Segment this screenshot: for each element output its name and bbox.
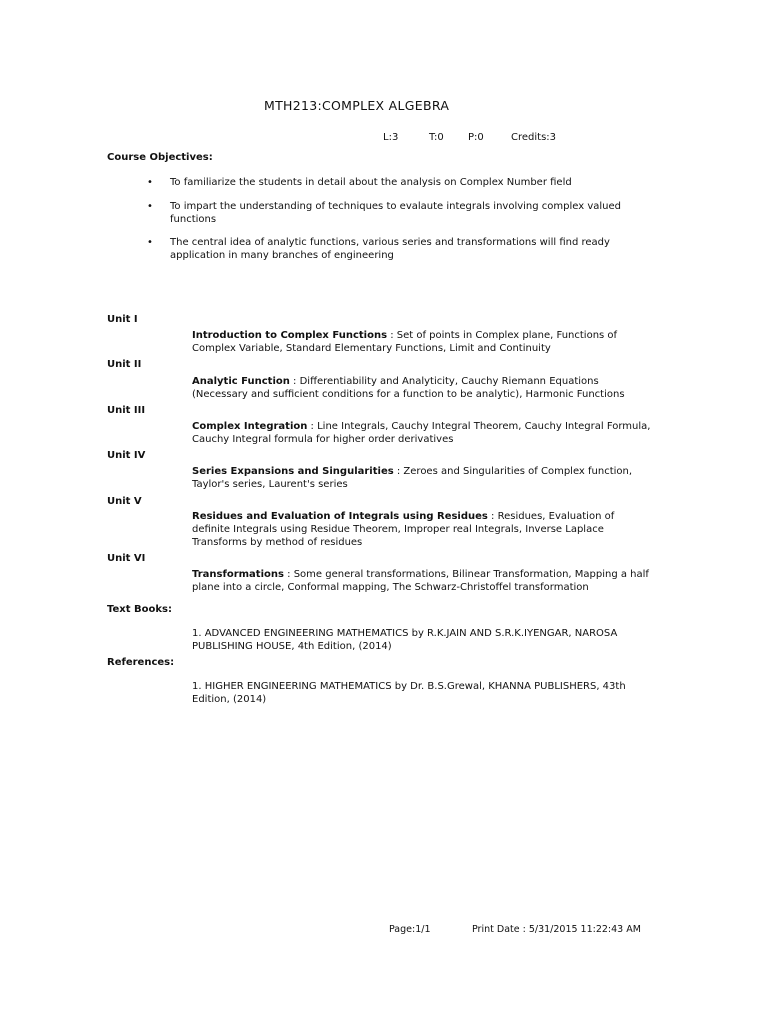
lecture-hours: L:3 xyxy=(383,132,399,143)
unit-label: Unit VI xyxy=(107,553,146,564)
unit-content: Some general transformations, Bilinear Transformation, Mapping a half plane into a circle, Conformal mapping, The Schwarz-Christoffel transformation xyxy=(192,569,649,593)
unit-description xyxy=(192,465,652,491)
unit-content: Residues, Evaluation of definite Integrals using Residue Theorem, Improper real Integrals, Inverse Laplace Transforms by method of residues xyxy=(192,511,615,548)
unit-description xyxy=(192,329,652,355)
reference-item: 1. HIGHER ENGINEERING MATHEMATICS by Dr. B.S.Grewal, KHANNA PUBLISHERS, 43th Edition, (2014) xyxy=(192,681,626,705)
credits-value: Credits:3 xyxy=(511,132,557,143)
bullet-icon: • xyxy=(147,201,153,212)
bullet-icon: • xyxy=(147,177,153,188)
unit-separator: : xyxy=(307,421,318,432)
unit-separator: : xyxy=(283,569,294,580)
unit-separator: : xyxy=(289,376,300,387)
unit-label: Unit III xyxy=(107,405,146,416)
unit-description xyxy=(192,568,652,594)
page-number: Page:1/1 xyxy=(389,924,431,935)
unit-topic: Introduction to Complex Functions xyxy=(192,330,388,341)
unit-content: Differentiability and Analyticity, Cauchy Riemann Equations (Necessary and sufficient conditions for a function to be analytic), Harmonic Functions xyxy=(192,376,625,400)
unit-description xyxy=(192,375,652,401)
bullet-icon: • xyxy=(147,237,153,248)
unit-description xyxy=(192,510,652,549)
unit-separator: : xyxy=(387,330,397,341)
practical-hours: P:0 xyxy=(468,132,484,143)
unit-topic: Transformations xyxy=(192,569,284,580)
unit-label: Unit IV xyxy=(107,450,146,461)
print-date: Print Date : 5/31/2015 11:22:43 AM xyxy=(472,924,641,935)
unit-topic: Residues and Evaluation of Integrals using Residues xyxy=(192,511,488,522)
unit-label: Unit I xyxy=(107,314,138,325)
unit-description xyxy=(192,420,652,446)
objective-item-2: To impart the understanding of techniques to evalaute integrals involving complex valued functions xyxy=(170,201,622,225)
unit-separator: : xyxy=(393,466,404,477)
textbook-item: 1. ADVANCED ENGINEERING MATHEMATICS by R.K.JAIN AND S.R.K.IYENGAR, NAROSA PUBLISHING HOUSE, 4th Edition, (2014) xyxy=(192,628,618,652)
unit-content: Set of points in Complex plane, Functions of Complex Variable, Standard Elementary Functions, Limit and Continuity xyxy=(192,330,618,354)
unit-label: Unit II xyxy=(107,359,142,370)
unit-topic: Complex Integration xyxy=(192,421,308,432)
objective-item-3: The central idea of analytic functions, various series and transformations will find ready application in many branches of engineering xyxy=(170,237,610,261)
unit-content: Line Integrals, Cauchy Integral Theorem, Cauchy Integral Formula, Cauchy Integral formula for higher order derivatives xyxy=(192,421,651,445)
objective-item-1: To familiarize the students in detail about the analysis on Complex Number field xyxy=(170,177,572,188)
objectives-heading: Course Objectives: xyxy=(107,152,213,163)
references-heading: References: xyxy=(107,657,175,668)
unit-label: Unit V xyxy=(107,496,142,507)
unit-topic: Series Expansions and Singularities xyxy=(192,466,394,477)
page-title: MTH213:COMPLEX ALGEBRA xyxy=(264,98,450,113)
unit-separator: : xyxy=(487,511,498,522)
unit-topic: Analytic Function xyxy=(192,376,290,387)
tutorial-hours: T:0 xyxy=(429,132,444,143)
unit-content: Zeroes and Singularities of Complex function, Taylor's series, Laurent's series xyxy=(192,466,633,490)
textbooks-heading: Text Books: xyxy=(107,604,172,615)
